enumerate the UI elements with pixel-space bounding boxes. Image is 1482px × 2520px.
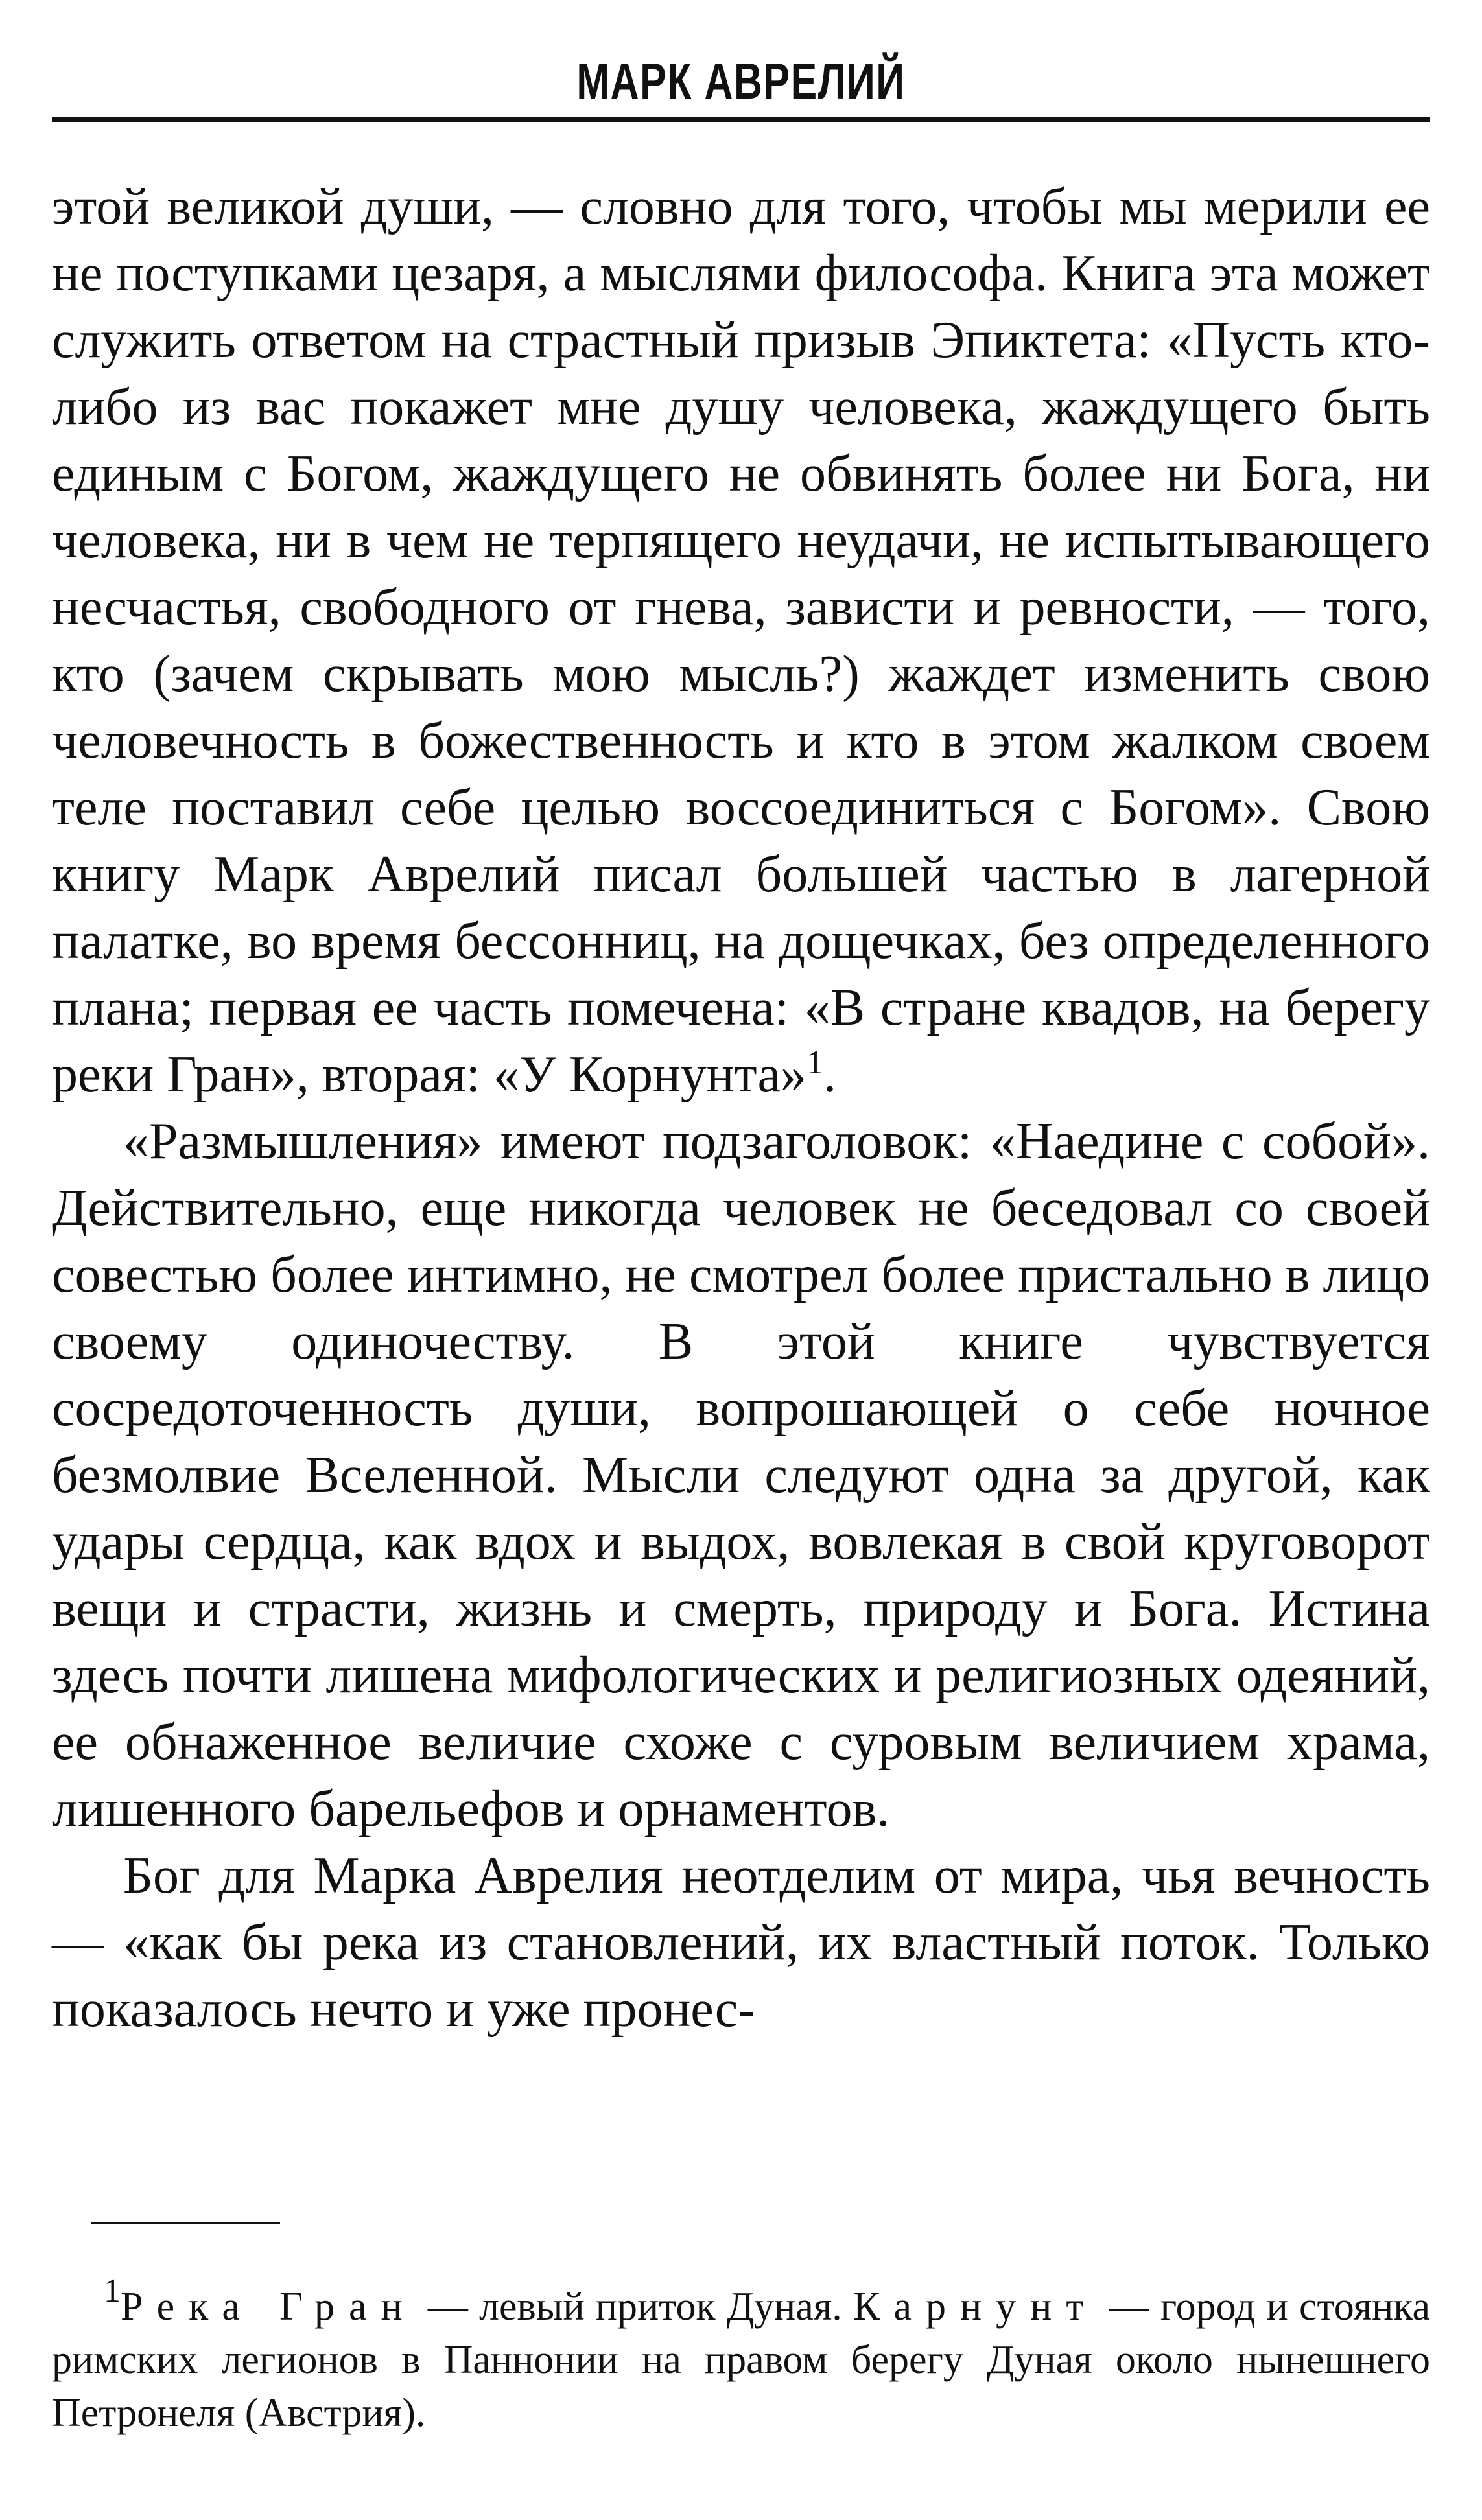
paragraph-3: Бог для Марка Аврелия неотделим от мира, чья вечность — «как бы река из становлений, их властный поток. Только показалось нечто и уже пронес- (52, 1847, 1430, 2038)
paragraph-2: «Размышления» имеют подзаголовок: «Наедине с собой». Действительно, еще никогда человек не беседовал со своей совестью более интимно, не смотрел более пристально в лицо своему одиночеству. В этой книге чувствуется сосредоточенность души, вопрошающей о себе ночное безмолвие Вселенной. Мысли следуют одна за другой, как удары сердца, как вдох и выдох, вовлекая в свой круговорот вещи и страсти, жизнь и смерть, природу и Бога. Истина здесь почти лишена мифологических и религиозных одеяний, ее обнаженное величие схоже с суровым величием храма, лишенного барельефов и орнаментов. (52, 1113, 1430, 1838)
paragraph-1-text: этой великой души, — словно для того, чтобы мы мерили ее не поступками цезаря, а мыслями философа. Книга эта может служить ответом на страстный призыв Эпиктета: «Пусть кто-либо из вас покажет мне душу человека, жаждущего быть единым с Богом, жаждущего не обвинять более ни Бога, ни человека, ни в чем не терпящего неудачи, не испытывающего несчастья, свободного от гнева, зависти и ревности, — того, кто (зачем скрывать мою мысль?) жаждет изменить свою человечность в божественность и кто в этом жалком своем теле поставил себе целью воссоединиться с Богом». Свою книгу Марк Аврелий писал большей частью в лагерной палатке, во время бессонниц, на дощечках, без определенного плана; первая ее часть помечена: «В стране квадов, на берегу реки Гран», вторая: «У Корнунта» (52, 178, 1430, 1103)
footnote-reference[interactable]: 1 (806, 1044, 824, 1081)
footnote (52, 2272, 1430, 2440)
footnote-text-2: — город и стоянка римских легионов в Паннонии на правом берегу Дуная около нынешнего Петронеля (Австрия). (52, 2285, 1430, 2435)
footnote-term-karnunt: Карнунт (853, 2285, 1098, 2329)
footnote-text-1: — левый приток Дуная. (416, 2285, 853, 2329)
paragraph-1-end: . (823, 1046, 837, 1103)
footnote-mark: 1 (104, 2272, 121, 2309)
running-header: МАРК АВРЕЛИЙ (576, 52, 906, 110)
footnote-1 (52, 2272, 1430, 2440)
main-text (52, 174, 1430, 2043)
paragraph-1 (52, 174, 1430, 1108)
header-rule (52, 117, 1430, 122)
footnote-separator (91, 2222, 280, 2224)
footnote-term-gran: Река Гран (121, 2285, 417, 2329)
